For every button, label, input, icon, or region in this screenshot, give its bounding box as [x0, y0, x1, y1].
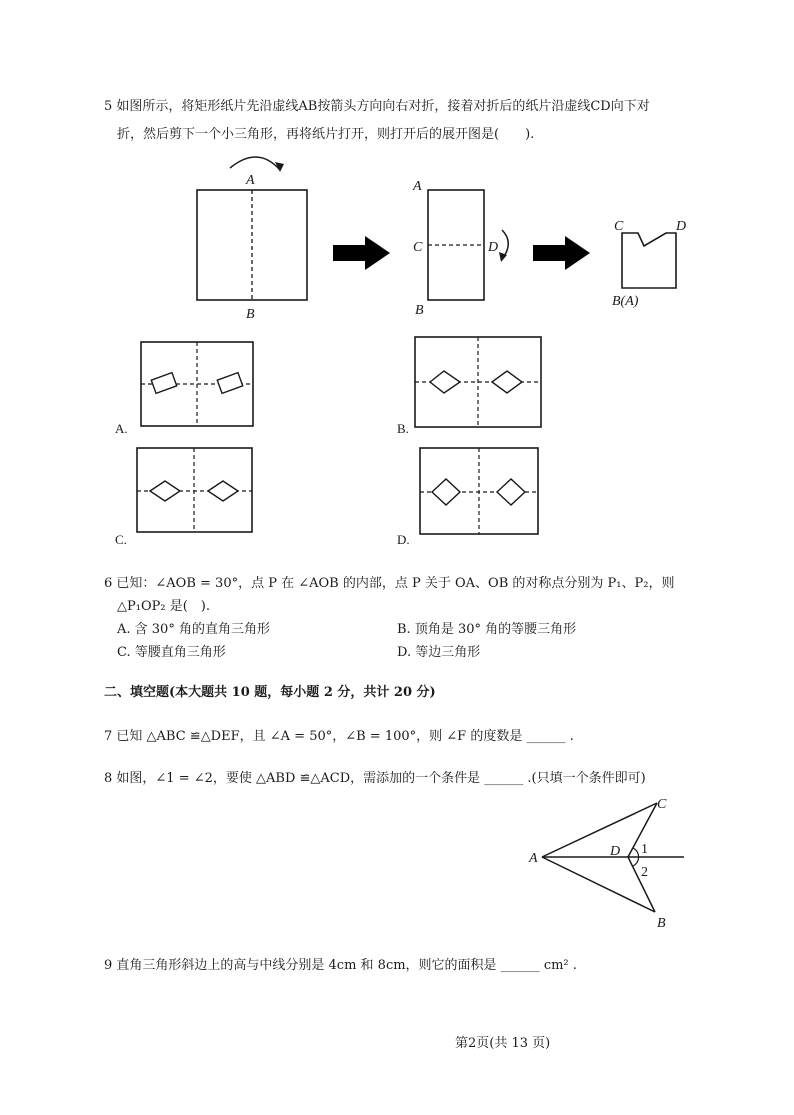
label-d: D [488, 240, 499, 255]
label-b2: B [415, 303, 424, 318]
label-b: B [246, 307, 255, 322]
label-ba: B(A) [612, 294, 639, 309]
q5-line1: 5 如图所示，将矩形纸片先沿虚线AB按箭头方向向右对折，接着对折后的纸片沿虚线CD向下对 [104, 99, 650, 114]
q5-option-a-label: A. [115, 421, 128, 436]
q6-line1: 6 已知：∠AOB = 30°，点 P 在 ∠AOB 的内部，点 P 关于 OA、OB 的对称点分别为 P₁、P₂，则 [104, 576, 675, 591]
section-2-heading: 二、填空题(本大题共 10 题，每小题 2 分，共计 20 分) [104, 685, 436, 700]
q6-option-c: C. 等腰直角三角形 [117, 645, 226, 660]
q9-text: 9 直角三角形斜边上的高与中线分别是 4cm 和 8cm，则它的面积是 ______ cm² . [104, 958, 577, 973]
q8-label-d: D [610, 844, 621, 859]
q6-line2: △P₁OP₂ 是( ). [117, 599, 210, 614]
label-c2: C [614, 219, 624, 234]
q5-option-d-label: D. [397, 532, 410, 547]
q5-line2: 折，然后剪下一个小三角形，再将纸片打开，则打开后的展开图是( ). [117, 127, 535, 142]
q5-option-c-label: C. [115, 532, 127, 547]
q6-option-a: A. 含 30° 角的直角三角形 [117, 622, 270, 637]
q6-option-b: B. 顶角是 30° 角的等腰三角形 [397, 622, 577, 637]
q8-label-b: B [657, 916, 666, 931]
label-a2: A [413, 179, 422, 194]
q8-label-c: C [657, 797, 667, 812]
q8-label-1: 1 [641, 842, 648, 857]
q6-option-d: D. 等边三角形 [397, 645, 481, 660]
page-footer: 第2页(共 13 页) [455, 1036, 551, 1051]
label-c: C [413, 240, 423, 255]
q5-option-b-label: B. [397, 421, 409, 436]
q7-text: 7 已知 △ABC ≌△DEF，且 ∠A = 50°，∠B = 100°，则 ∠F 的度数是 ______ . [104, 729, 574, 744]
label-a: A [246, 173, 255, 188]
label-d2: D [676, 219, 687, 234]
q8-label-2: 2 [641, 865, 648, 880]
q8-text: 8 如图，∠1 = ∠2，要使 △ABD ≌△ACD，需添加的一个条件是 ______ .(只填一个条件即可) [104, 771, 646, 786]
q8-label-a: A [529, 851, 538, 866]
